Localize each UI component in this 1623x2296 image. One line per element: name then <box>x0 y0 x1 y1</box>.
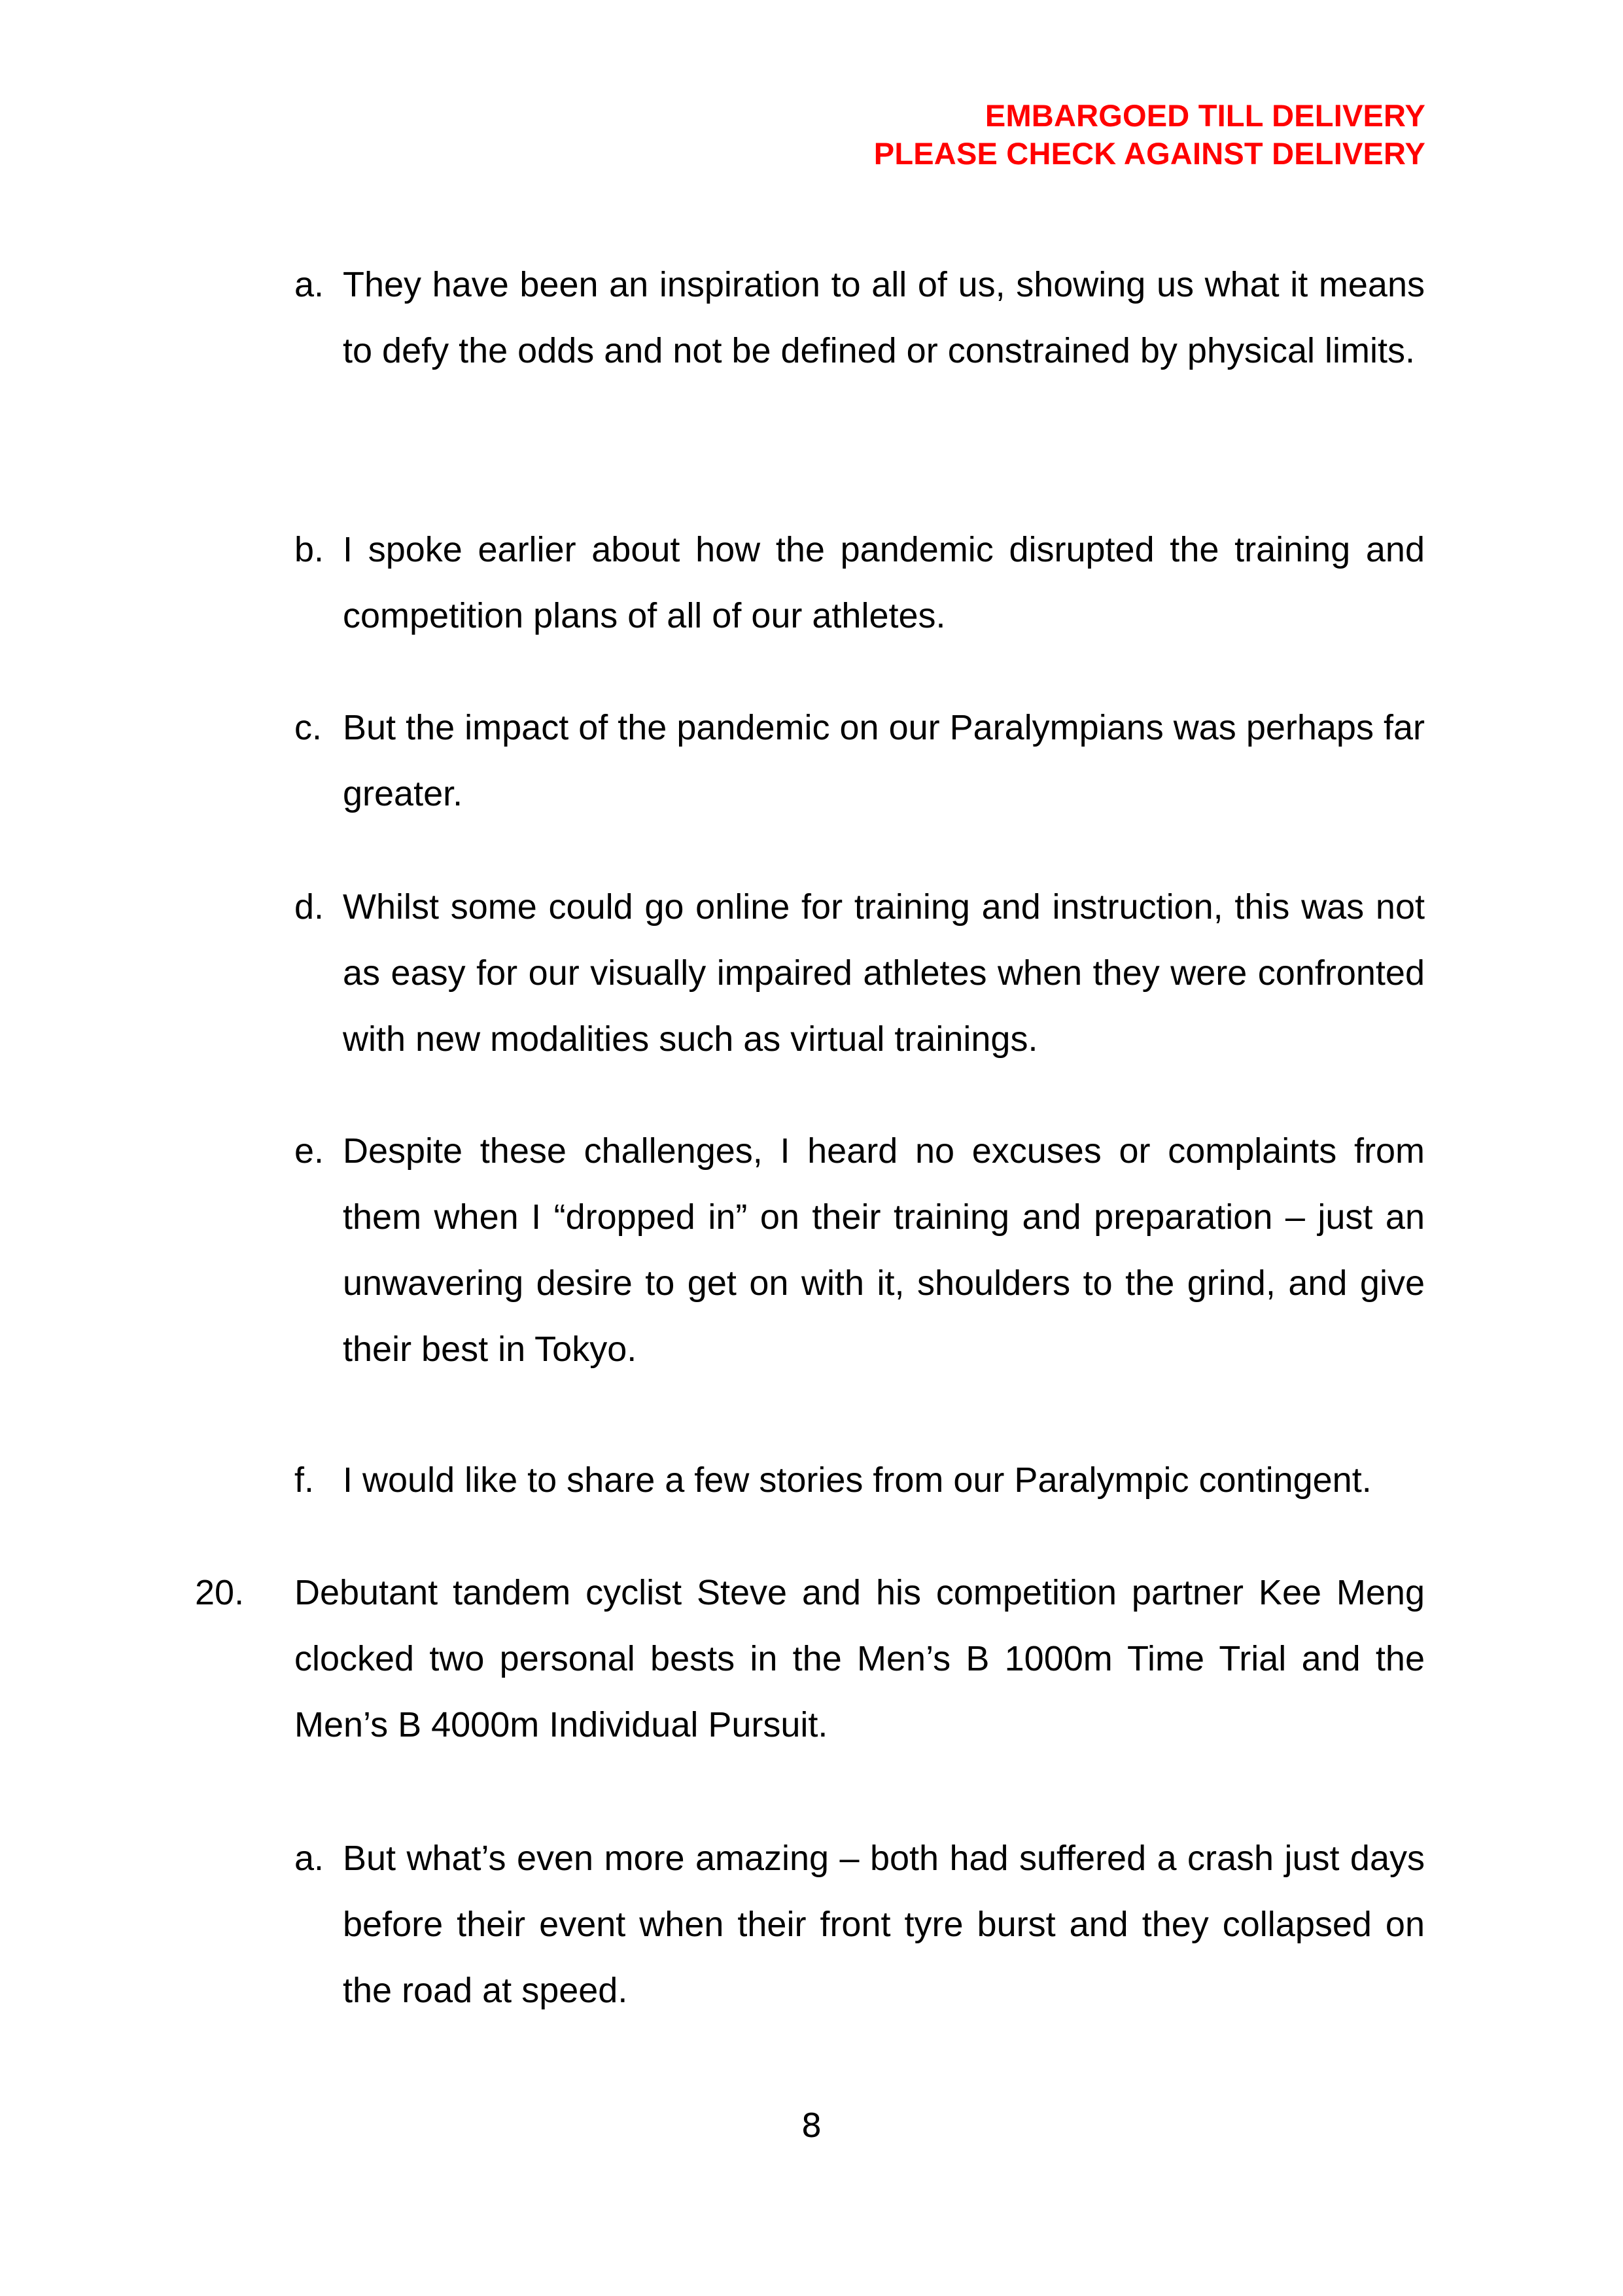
paragraph-number: 20. <box>195 1573 245 1612</box>
list-item <box>294 517 1425 649</box>
list-item-text: I spoke earlier about how the pandemic disrupted the training and competition plans of all of our athletes. <box>343 530 1425 635</box>
list-item <box>294 252 1425 384</box>
embargo-notice <box>874 97 1425 173</box>
list-marker: e. <box>294 1131 324 1171</box>
list-item-text: They have been an inspiration to all of us, showing us what it means to defy the odds and not be defined or constrained by physical limits. <box>343 265 1425 370</box>
list-item-text: I would like to share a few stories from our Paralympic contingent. <box>343 1460 1372 1500</box>
list-item <box>294 874 1425 1072</box>
embargo-line-2: PLEASE CHECK AGAINST DELIVERY <box>873 136 1425 171</box>
list-item-text: But the impact of the pandemic on our Paralympians was perhaps far greater. <box>343 708 1425 813</box>
list-marker: c. <box>294 708 323 747</box>
list-marker: f. <box>294 1460 315 1500</box>
list-item <box>294 1447 1425 1513</box>
list-item <box>294 1118 1425 1383</box>
list-item-text: Despite these challenges, I heard no excuses or complaints from them when I “dropped in” on their training and preparation – just an unwavering desire to get on with it, shoulders to the grind, and give their best in Tokyo. <box>343 1131 1425 1369</box>
list-item-text: But what’s even more amazing – both had suffered a crash just days before their event when their front tyre burst and they collapsed on the road at speed. <box>343 1839 1425 2010</box>
list-marker: d. <box>294 887 324 927</box>
list-item <box>294 695 1425 827</box>
page-number: 8 <box>801 2107 822 2145</box>
numbered-paragraph <box>195 1560 1425 1758</box>
list-marker: b. <box>294 530 324 569</box>
list-marker: a. <box>294 1839 324 1878</box>
list-item <box>294 1826 1425 2024</box>
list-marker: a. <box>294 265 324 304</box>
list-item-text: Whilst some could go online for training and instruction, this was not as easy for our visually impaired athletes when they were confronted with new modalities such as virtual trainings. <box>343 887 1425 1059</box>
embargo-line-1: EMBARGOED TILL DELIVERY <box>985 98 1425 133</box>
paragraph-text: Debutant tandem cyclist Steve and his competition partner Kee Meng clocked two personal bests in the Men’s B 1000m Time Trial and the Men’s B 4000m Individual Pursuit. <box>294 1573 1425 1744</box>
